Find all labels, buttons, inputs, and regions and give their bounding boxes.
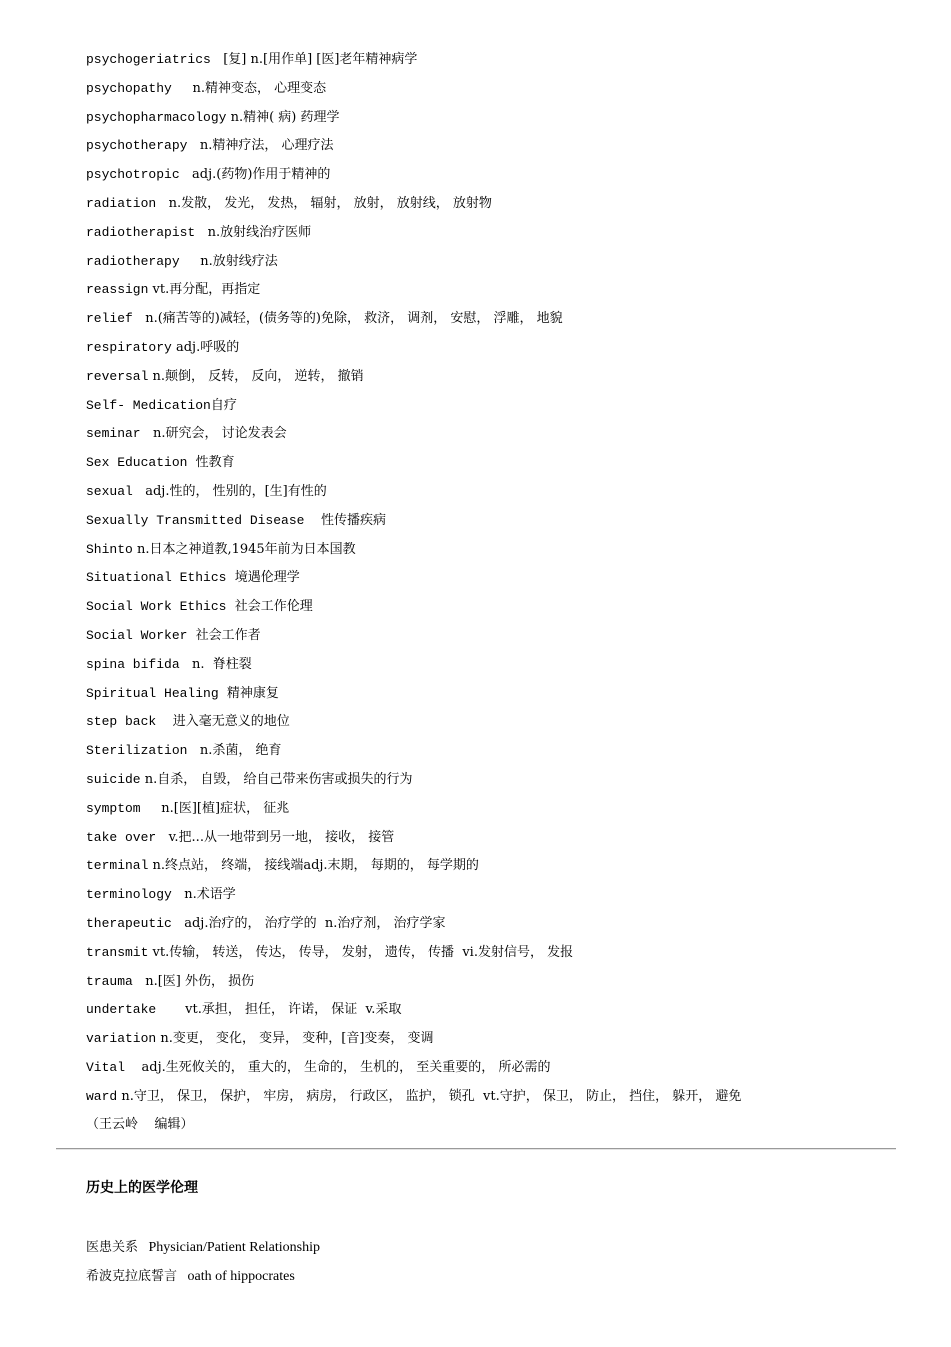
entry-term: terminal [86, 858, 149, 874]
glossary-entry [86, 338, 906, 367]
entry-definition: n.精神变态， 心理变态 [171, 80, 327, 96]
glossary-entry [86, 799, 906, 828]
glossary-entry [86, 1000, 906, 1029]
entry-term: radiotherapist [86, 224, 196, 240]
entry-definition: vt.承担， 担任， 许诺， 保证 v.采取 [156, 1002, 402, 1018]
glossary-entry [86, 79, 906, 108]
entry-definition: 进入毫无意义的地位 [156, 714, 290, 730]
entry-term: Vital [86, 1059, 126, 1075]
entry-term: step back [86, 714, 157, 730]
glossary-entry [86, 194, 906, 223]
entry-definition: n.自杀， 自毁， 给自己带来伤害或损失的行为 [140, 771, 413, 787]
glossary-list [86, 50, 906, 1144]
entry-term: radiotherapy [86, 253, 180, 269]
entry-definition: n.放射线治疗医师 [195, 224, 312, 240]
entry-term: symptom [86, 800, 141, 816]
history-term-english: oath of hippocrates [187, 1269, 295, 1284]
glossary-entry [86, 856, 906, 885]
entry-definition: adj.生死攸关的， 重大的， 生命的， 生机的， 至关重要的， 所必需的 [125, 1059, 551, 1075]
entry-term: transmit [86, 944, 149, 960]
history-term-chinese: 希波克拉底誓言 [86, 1269, 178, 1284]
entry-definition: vt.传输， 转送， 传达， 传导， 发射， 遗传， 传播 vi.发射信号， 发报 [148, 944, 574, 960]
entry-term: Sex Education [86, 455, 188, 471]
entry-term: undertake [86, 1002, 157, 1018]
entry-term: suicide [86, 771, 141, 787]
entry-term: take over [86, 829, 157, 845]
entry-term: Sterilization [86, 743, 188, 759]
entry-term: Sexually Transmitted Disease [86, 512, 305, 528]
glossary-entry [86, 1029, 906, 1058]
entry-term: therapeutic [86, 915, 172, 931]
entry-term: Social Worker [86, 627, 188, 643]
section-divider [56, 1148, 896, 1150]
glossary-entry [86, 885, 906, 914]
glossary-entry [86, 309, 906, 338]
entry-term: relief [86, 311, 133, 327]
entry-term: terminology [86, 887, 172, 903]
entry-definition: n.研究会， 讨论发表会 [140, 426, 287, 442]
glossary-entry [86, 684, 906, 713]
entry-definition: n. 脊柱裂 [179, 656, 252, 672]
entry-term: Shinto [86, 541, 133, 557]
entry-definition: n.杀菌， 绝育 [187, 743, 282, 759]
entry-term: psychotherapy [86, 138, 188, 154]
entry-term: reassign [86, 282, 149, 298]
entry-definition: [复] n.[用作单] [医]老年精神病学 [210, 52, 418, 67]
entry-term: spina bifida [86, 656, 180, 672]
entry-definition: n.(痛苦等的)减轻，(债务等的)免除， 救济， 调剂， 安慰， 浮雕， 地貌 [132, 311, 563, 327]
entry-definition: 自疗 [210, 397, 237, 413]
entry-definition: n.精神( 病) 药理学 [226, 109, 340, 125]
glossary-entry [86, 252, 906, 281]
entry-definition: （王云岭 编辑） [86, 1117, 194, 1133]
section-title: 历史上的医学伦理 [86, 1180, 198, 1196]
glossary-entry [86, 568, 906, 597]
entry-definition: n.守卫， 保卫， 保护， 牢房， 病房， 行政区， 监护， 锁孔 vt.守护， 保卫， 防止， 挡住， 躲开， 避免 [117, 1088, 742, 1104]
glossary-entry [86, 1058, 906, 1087]
entry-definition: n.变更， 变化， 变异， 变种，[音]变奏， 变调 [156, 1031, 434, 1047]
entry-term: variation [86, 1031, 157, 1047]
glossary-entry [86, 223, 906, 252]
entry-term: psychopharmacology [86, 109, 227, 125]
glossary-entry [86, 424, 906, 453]
entry-definition: 社会工作者 [187, 627, 261, 643]
entry-definition: adj.性的， 性别的，[生]有性的 [132, 483, 327, 499]
glossary-entry [86, 655, 906, 684]
entry-term: sexual [86, 483, 133, 499]
entry-term: ward [86, 1088, 118, 1104]
entry-definition: n.终点站， 终端， 接线端adj.末期， 每期的， 每学期的 [148, 858, 479, 874]
entry-term: respiratory [86, 339, 172, 355]
entry-term: reversal [86, 368, 149, 384]
entry-term: seminar [86, 426, 141, 442]
history-term-english: Physician/Patient Relationship [148, 1240, 321, 1255]
entry-definition: n.[医][植]症状， 征兆 [140, 800, 290, 816]
glossary-entry [86, 136, 906, 165]
entry-term: psychopathy [86, 80, 172, 96]
entry-definition: 性教育 [187, 455, 235, 471]
entry-definition: n.颠倒， 反转， 反向， 逆转， 撤销 [148, 368, 364, 384]
glossary-entry [86, 943, 906, 972]
glossary-entry [86, 367, 906, 396]
editor-credit [86, 1115, 906, 1144]
entry-definition: 社会工作伦理 [226, 599, 313, 615]
entry-definition: n.日本之神道教,1945年前为日本国教 [132, 541, 356, 557]
entry-definition: v.把...从一地带到另一地， 接收， 接管 [156, 829, 395, 845]
entry-term: Social Work Ethics [86, 599, 227, 615]
glossary-entry [86, 626, 906, 655]
entry-definition: adj.呼吸的 [171, 339, 240, 355]
glossary-entry [86, 482, 906, 511]
entry-term: radiation [86, 195, 157, 211]
glossary-entry [86, 511, 906, 540]
glossary-entry [86, 280, 906, 309]
entry-definition: 精神康复 [218, 685, 279, 701]
history-term-chinese: 医患关系 [86, 1240, 139, 1255]
glossary-entry [86, 396, 906, 425]
entry-definition: n.发散， 发光， 发热， 辐射， 放射， 放射线， 放射物 [156, 195, 492, 211]
entry-definition: n.精神疗法， 心理疗法 [187, 138, 334, 154]
entry-definition: vt.再分配，再指定 [148, 282, 261, 298]
glossary-entry [86, 597, 906, 626]
glossary-entry [86, 741, 906, 770]
entry-definition: n.术语学 [171, 887, 236, 903]
glossary-entry [86, 1087, 906, 1116]
entry-term: Self- Medication [86, 397, 211, 413]
glossary-entry [86, 770, 906, 799]
entry-definition: adj.(药物)作用于精神的 [179, 167, 331, 183]
entry-term: psychotropic [86, 167, 180, 183]
entry-definition: adj.治疗的， 治疗学的 n.治疗剂， 治疗学家 [171, 915, 446, 931]
glossary-entry [86, 914, 906, 943]
glossary-entry [86, 108, 906, 137]
history-entry [86, 1238, 320, 1267]
glossary-entry [86, 540, 906, 569]
glossary-entry [86, 712, 906, 741]
entry-term: Spiritual Healing [86, 685, 219, 701]
glossary-entry [86, 453, 906, 482]
glossary-entry [86, 972, 906, 1001]
entry-definition: n.放射线疗法 [179, 253, 278, 269]
entry-term: trauma [86, 973, 133, 989]
glossary-entry [86, 50, 906, 79]
entry-term: psychogeriatrics [86, 52, 211, 67]
glossary-entry [86, 828, 906, 857]
entry-definition: 性传播疾病 [304, 512, 386, 528]
history-list [86, 1238, 320, 1296]
entry-definition: 境遇伦理学 [226, 570, 300, 586]
glossary-entry [86, 165, 906, 194]
entry-definition: n.[医] 外伤， 损伤 [132, 973, 255, 989]
entry-term: Situational Ethics [86, 570, 227, 586]
history-entry [86, 1267, 320, 1296]
